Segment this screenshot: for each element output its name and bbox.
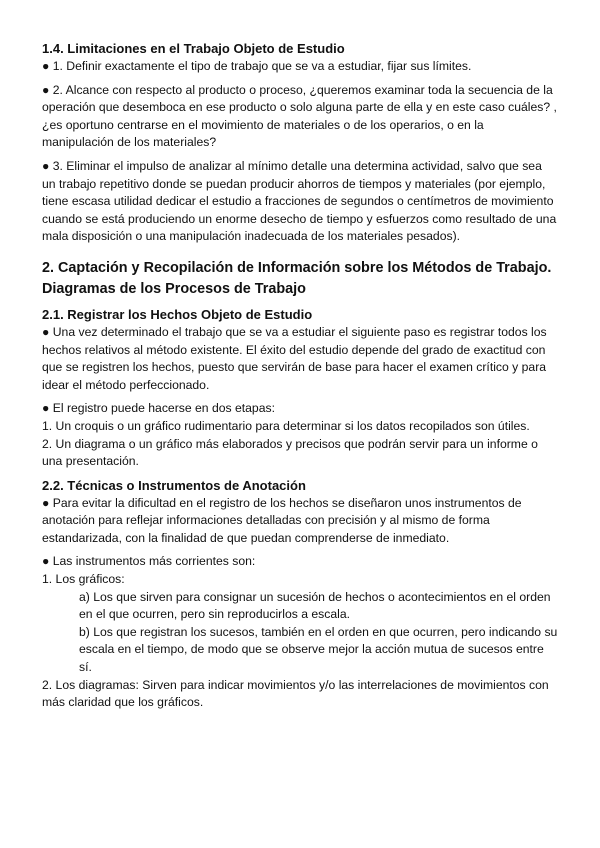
section-1-4-heading: 1.4. Limitaciones en el Trabajo Objeto de Estudio bbox=[42, 41, 345, 56]
section-1-4-point-3: ● 3. Eliminar el impulso de analizar al mínimo detalle una determina actividad, salvo que sea un trabajo repetitivo donde se puedan producir ahorros de tiempos y materiales (por ejemplo, tiene escasa utilidad dedicar el estudio a fracciones de segundos o centímetros de movimiento cuando se está produciendo un enorme desecho de tiempo y esfuerzos como resultado de una mala disposición o una manipulación inadecuada de los materiales pesados). bbox=[42, 158, 557, 244]
section-2-1-paragraph-1: ● Una vez determinado el trabajo que se va a estudiar el siguiente paso es registrar todos los hechos relativos al método existente. El éxito del estudio depende del grado de exactitud con que se registren los hechos, puesto que servirán de base para hacer el examen crítico y para idear el método perfeccionado. bbox=[42, 324, 547, 392]
section-2-1-list-item-2: 2. Un diagrama o un gráfico más elaborados y precisos que podrán servir para un informe o una presentación. bbox=[42, 436, 538, 469]
section-2-2-heading: 2.2. Técnicas o Instrumentos de Anotación bbox=[42, 477, 306, 493]
section-2-1-list-item-1: 1. Un croquis o un gráfico rudimentario para determinar si los datos recopilados son útiles. bbox=[42, 418, 530, 433]
section-1-4-point-1: ● 1. Definir exactamente el tipo de trabajo que se va a estudiar, fijar sus límites. bbox=[42, 59, 472, 73]
section-2-2-paragraph-2: ● Las instrumentos más corrientes son: bbox=[42, 554, 256, 569]
section-2-heading: 2. Captación y Recopilación de Información sobre los Métodos de Trabajo. Diagramas de los Procesos de Trabajo bbox=[42, 259, 552, 297]
section-2-2-sub-item-b: b) Los que registran los sucesos, también en el orden en que ocurren, pero indicando su escala en el tiempo, de modo que se observe mejor la acción mutua de sucesos entre sí. bbox=[79, 624, 558, 675]
section-2-2-sub-item-a: a) Los que sirven para consignar un sucesión de hechos o acontecimientos en el orden en el que ocurren, pero sin reproducirlos a escala. bbox=[79, 589, 551, 622]
section-2-1-heading: 2.1. Registrar los Hechos Objeto de Estudio bbox=[42, 306, 313, 322]
section-2-2-list-item-2: 2. Los diagramas: Sirven para indicar movimientos y/o las interrelaciones de movimientos con más claridad que los gráficos. bbox=[42, 677, 549, 710]
section-2-2-paragraph-1: ● Para evitar la dificultad en el registro de los hechos se diseñaron unos instrumentos de anotación para reflejar informaciones detalladas con precisión y al mismo de forma estandarizada, con la finalidad de que puedan comprenderse de inmediato. bbox=[42, 495, 522, 545]
section-1-4-point-2: ● 2. Alcance con respecto al producto o proceso, ¿queremos examinar toda la secuencia de la operación que desemboca en ese producto o solo alguna parte de ella y en este caso cuáles? , ¿es oportuno centrarse en el movimiento de materiales o de los operarios, o en la manipulación de los materiales? bbox=[42, 82, 557, 150]
section-2-1-paragraph-2: ● El registro puede hacerse en dos etapas: bbox=[42, 401, 275, 416]
section-2-2-list-item-1: 1. Los gráficos: bbox=[42, 572, 125, 587]
